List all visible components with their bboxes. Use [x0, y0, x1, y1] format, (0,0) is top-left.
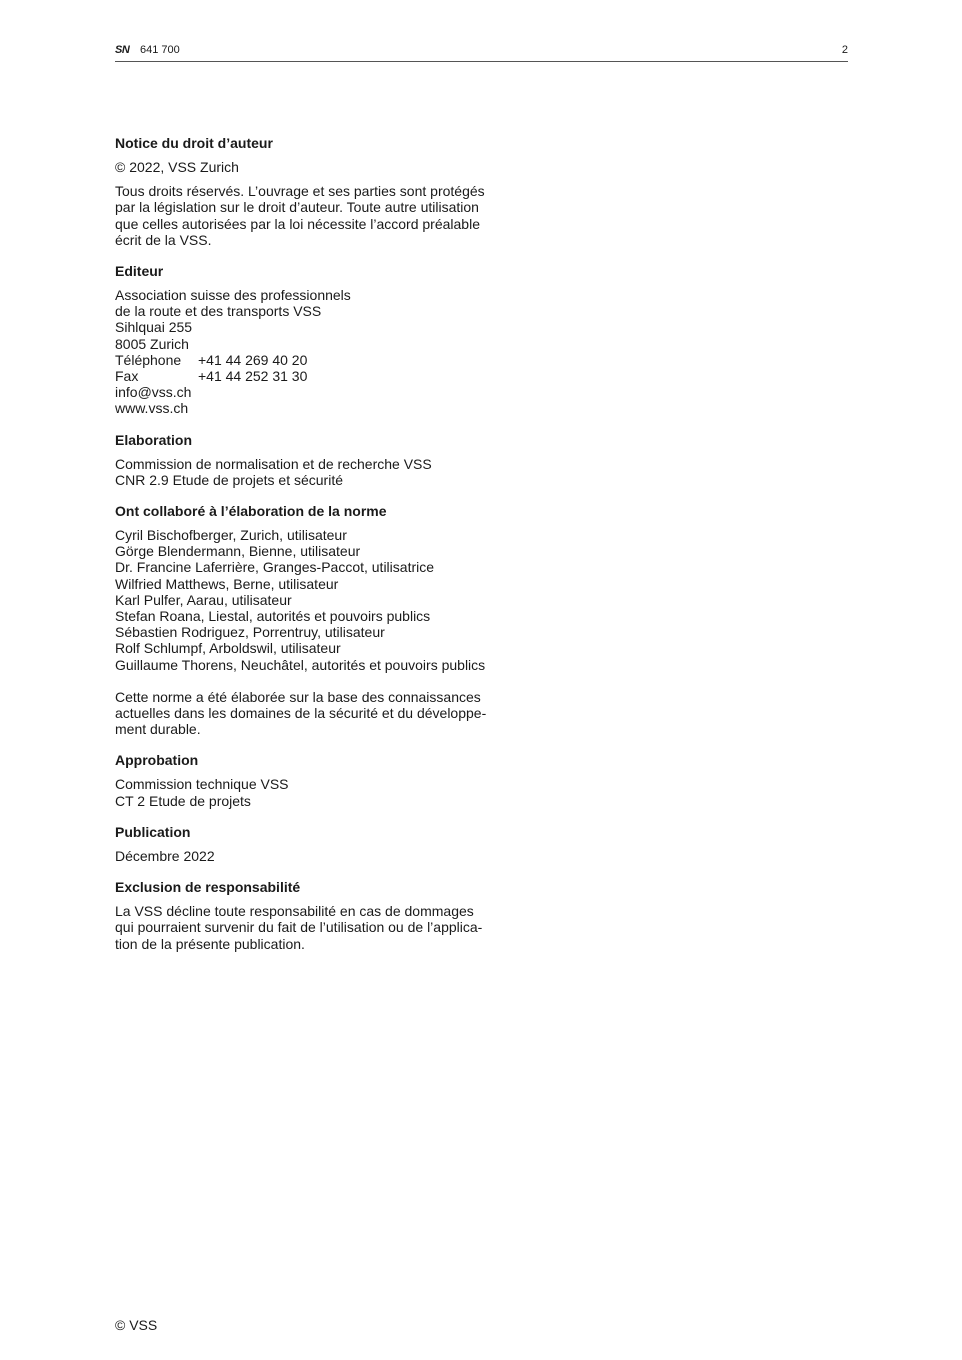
page-number: 2 [841, 44, 848, 56]
collaborator-item: Sébastien Rodriguez, Porrentruy, utilisateur [115, 624, 385, 641]
copyright-text [115, 183, 515, 248]
editor-section [115, 263, 515, 417]
collaborator-item: Cyril Bischofberger, Zurich, utilisateur [115, 527, 347, 544]
collaborators-title: Ont collaboré à l’élaboration de la norme [115, 503, 387, 520]
collaborator-item: Görge Blendermann, Bienne, utilisateur [115, 543, 361, 560]
copyright-text-line: que celles autorisées par la loi nécessite l’accord préalable [115, 215, 480, 232]
elaboration-lines [115, 456, 515, 488]
approval-line: CT 2 Etude de projets [115, 792, 251, 809]
elaboration-line: CNR 2.9 Etude de projets et sécurité [115, 471, 344, 488]
phone-row [115, 352, 515, 368]
disclaimer-line: tion de la présente publication. [115, 935, 305, 952]
editor-line: Association suisse des professionnels [115, 287, 351, 304]
elaboration-section [115, 432, 515, 488]
collaborators-note [115, 689, 515, 738]
approval-lines [115, 776, 515, 808]
copyright-text-line: Tous droits réservés. L’ouvrage et ses parties sont protégés [115, 183, 485, 200]
disclaimer-line: La VSS décline toute responsabilité en cas de dommages [115, 903, 474, 920]
publication-date: Décembre 2022 [115, 847, 215, 864]
phone-value: +41 44 269 40 20 [198, 351, 308, 368]
editor-line: de la route et des transports VSS [115, 303, 322, 320]
collaborator-item: Dr. Francine Laferrière, Granges-Paccot, utilisatrice [115, 559, 435, 576]
phone-label: Téléphone [115, 351, 182, 368]
collaborator-item: Wilfried Matthews, Berne, utilisateur [115, 575, 339, 592]
elaboration-line: Commission de normalisation et de recherche VSS [115, 455, 432, 472]
approval-section [115, 752, 515, 808]
document-body [115, 135, 515, 967]
disclaimer-title: Exclusion de responsabilité [115, 879, 301, 896]
copyright-text-line: par la législation sur le droit d’auteur. Toute autre utilisation [115, 199, 479, 216]
publication-lines [115, 848, 515, 864]
note-line: Cette norme a été élaborée sur la base des connaissances [115, 688, 481, 705]
collaborators-section [115, 503, 515, 737]
approval-line: Commission technique VSS [115, 776, 289, 793]
collaborators-list [115, 527, 515, 673]
copyright-section [115, 135, 515, 248]
copyright-line: © 2022, VSS Zurich [115, 159, 239, 175]
publication-section [115, 824, 515, 864]
collaborator-item: Karl Pulfer, Aarau, utilisateur [115, 591, 292, 608]
copyright-title: Notice du droit d’auteur [115, 135, 273, 151]
disclaimer-text [115, 903, 515, 952]
note-line: actuelles dans les domaines de la sécurité et du développe- [115, 705, 487, 722]
editor-address [115, 287, 515, 417]
sn-logo: SN [115, 44, 130, 56]
editor-title: Editeur [115, 263, 164, 280]
fax-label: Fax [115, 368, 139, 385]
approval-title: Approbation [115, 752, 199, 769]
collaborator-item: Stefan Roana, Liestal, autorités et pouvoirs publics [115, 608, 431, 625]
collaborator-item: Guillaume Thorens, Neuchâtel, autorités et pouvoirs publics [115, 656, 486, 673]
elaboration-title: Elaboration [115, 431, 193, 448]
fax-value: +41 44 252 31 30 [198, 368, 308, 385]
fax-row [115, 368, 515, 384]
collaborator-item: Rolf Schlumpf, Arboldswil, utilisateur [115, 640, 341, 657]
copyright-text-line: écrit de la VSS. [115, 231, 212, 248]
editor-line: 8005 Zurich [115, 335, 189, 352]
page-footer: © VSS [115, 1317, 158, 1333]
disclaimer-section [115, 879, 515, 952]
note-line: ment durable. [115, 721, 201, 738]
email-link[interactable]: info@vss.ch [115, 384, 192, 401]
website-link[interactable]: www.vss.ch [115, 400, 189, 417]
page-header [115, 44, 848, 62]
disclaimer-line: qui pourraient survenir du fait de l’utilisation ou de l’applica- [115, 919, 483, 936]
publication-title: Publication [115, 823, 191, 840]
document-code: 641 700 [140, 44, 180, 56]
editor-line: Sihlquai 255 [115, 319, 193, 336]
